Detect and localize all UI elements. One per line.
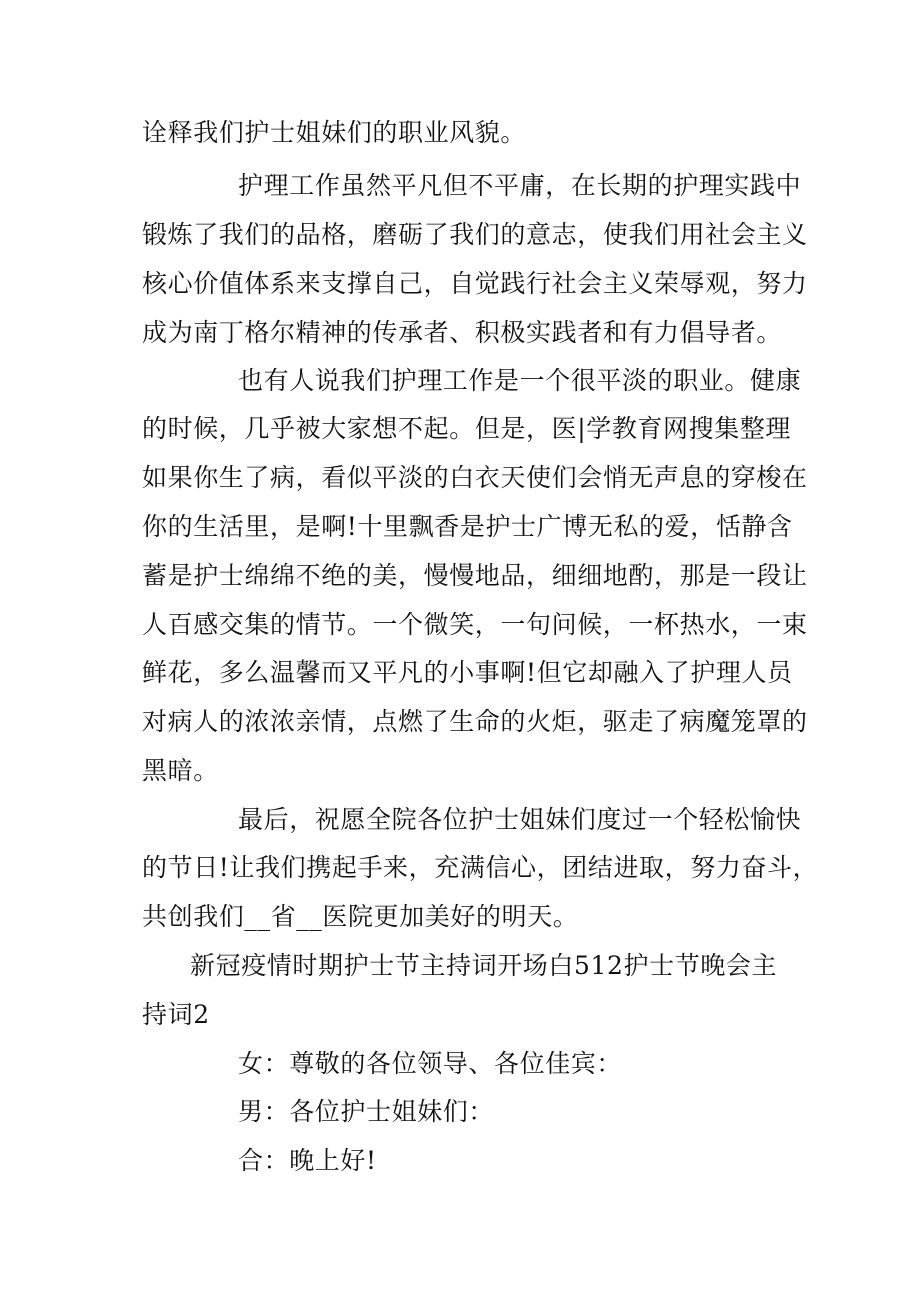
dialogue-line: 合：晚上好!	[238, 1146, 377, 1175]
paragraph-line: 护理工作虽然平凡但不平庸，在长期的护理实践中	[238, 171, 802, 200]
paragraph-line: 锻炼了我们的品格，磨砺了我们的意志，使我们用社会主义	[142, 220, 808, 249]
paragraph-line: 诠释我们护士姐妹们的职业风貌。	[142, 118, 527, 147]
section-title: 持词2	[142, 1000, 210, 1029]
paragraph-line: 人百感交集的情节。一个微笑，一句问候，一杯热水，一束	[142, 610, 808, 639]
paragraph-line: 核心价值体系来支撑自己，自觉践行社会主义荣辱观，努力	[142, 269, 808, 298]
dialogue-line: 女：尊敬的各位领导、各位佳宾：	[238, 1049, 623, 1078]
paragraph-line: 最后，祝愿全院各位护士姐妹们度过一个轻松愉快	[238, 805, 802, 834]
paragraph-line: 共创我们__省__医院更加美好的明天。	[142, 902, 579, 931]
paragraph-line: 如果你生了病，看似平淡的白衣天使们会悄无声息的穿梭在	[142, 463, 808, 492]
paragraph-line: 蓄是护士绵绵不绝的美，慢慢地品，细细地酌，那是一段让	[142, 561, 808, 590]
paragraph-line: 黑暗。	[142, 756, 219, 785]
paragraph-line: 的节日!让我们携起手来，充满信心，团结进取，努力奋斗，	[142, 853, 819, 882]
paragraph-line: 也有人说我们护理工作是一个很平淡的职业。健康	[238, 366, 802, 395]
paragraph-line: 对病人的浓浓亲情，点燃了生命的火炬，驱走了病魔笼罩的	[142, 707, 808, 736]
paragraph-line: 的时候，几乎被大家想不起。但是，医|学教育网搜集整理	[142, 414, 792, 443]
paragraph-line: 成为南丁格尔精神的传承者、积极实践者和有力倡导者。	[142, 318, 783, 347]
dialogue-line: 男：各位护士姐妹们：	[238, 1097, 495, 1126]
section-title: 新冠疫情时期护士节主持词开场白512护士节晚会主	[190, 951, 778, 980]
paragraph-line: 你的生活里，是啊!十里飘香是护士广博无私的爱，恬静含	[142, 512, 793, 541]
paragraph-line: 鲜花，多么温馨而又平凡的小事啊!但它却融入了护理人员	[142, 658, 793, 687]
